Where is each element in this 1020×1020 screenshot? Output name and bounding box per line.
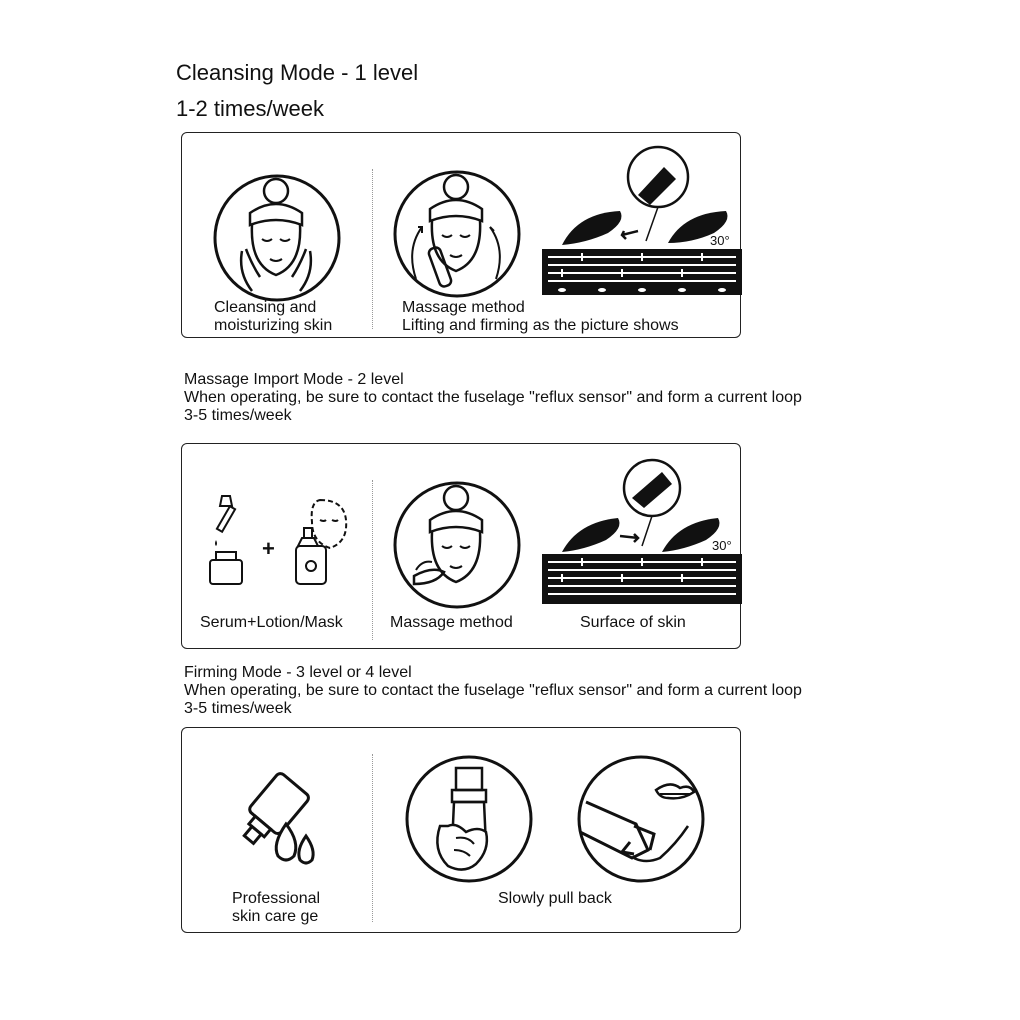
device-on-skin-icon <box>542 458 742 608</box>
section3-panel <box>181 727 741 933</box>
section1-frequency: 1-2 times/week <box>176 96 324 121</box>
caption-massage2: Massage method <box>390 614 513 631</box>
caption-skin: Surface of skin <box>580 614 686 631</box>
plus-sign: + <box>262 536 275 561</box>
section2-panel <box>181 443 741 649</box>
section2-title: Massage Import Mode - 2 level <box>184 371 404 388</box>
angle-label: 30° <box>710 233 730 248</box>
gel-bottle-drops-icon <box>222 772 322 872</box>
caption-pull: Slowly pull back <box>498 890 612 907</box>
device-on-skin-icon <box>542 145 742 305</box>
hand-holding-device-icon <box>404 754 534 884</box>
section2-divider <box>372 480 373 640</box>
caption-care-line1: Professional <box>232 890 321 907</box>
face-massage-icon <box>392 169 522 299</box>
angle-label-2: 30° <box>712 538 732 553</box>
face-massage-icon <box>392 480 522 610</box>
section3-frequency: 3-5 times/week <box>184 700 292 717</box>
section3-divider <box>372 754 373 922</box>
caption-face-line1: Cleansing and <box>214 299 317 316</box>
section1-title: Cleansing Mode - 1 level <box>176 60 419 85</box>
section1-divider <box>372 169 373 329</box>
caption-massage-line2: Lifting and firming as the picture shows <box>402 317 679 334</box>
caption-massage-line1: Massage method <box>402 299 525 316</box>
dropper-bottle-icon <box>206 492 246 588</box>
device-on-face-icon <box>576 754 706 884</box>
section3-note: When operating, be sure to contact the fuselage "reflux sensor" and form a current loop <box>184 682 802 699</box>
face-with-hands-icon <box>212 173 342 303</box>
section2-note: When operating, be sure to contact the fuselage "reflux sensor" and form a current loop <box>184 389 802 406</box>
caption-serum: Serum+Lotion/Mask <box>200 614 343 631</box>
caption-face-line2: moisturizing skin <box>214 317 333 334</box>
caption-care-line2: skin care ge <box>232 908 319 925</box>
section2-frequency: 3-5 times/week <box>184 407 292 424</box>
mask-lotion-icon <box>290 496 360 588</box>
section1-panel <box>181 132 741 338</box>
section3-title: Firming Mode - 3 level or 4 level <box>184 664 412 681</box>
